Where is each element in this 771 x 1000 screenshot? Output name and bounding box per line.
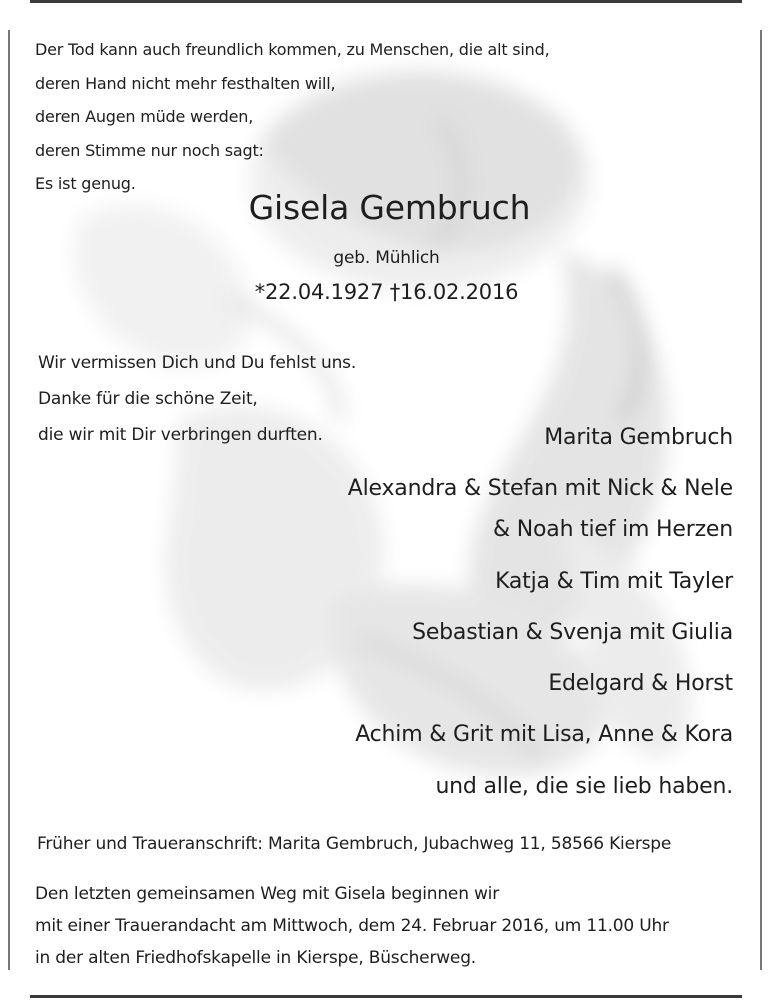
life-dates-row (0, 280, 771, 304)
poem-line: deren Hand nicht mehr festhalten will, (35, 73, 336, 93)
mourner-entry: Marita Gembruch (544, 425, 733, 450)
mourner-entry: Sebastian & Svenja mit Giulia (412, 619, 733, 645)
message-line: die wir mit Dir verbringen durften. (38, 425, 323, 445)
mourner-entry: Edelgard & Horst (548, 671, 733, 697)
mourner-entry: Katja & Tim mit Tayler (495, 568, 733, 594)
birth-name: geb. Mühlich (333, 248, 440, 268)
poem-line: deren Stimme nur noch sagt: (35, 140, 264, 160)
mourner-entry: Achim & Grit mit Lisa, Anne & Kora (355, 722, 733, 748)
mourning-address: Früher und Traueranschrift: Marita Gembruch, Jubachweg 11, 58566 Kierspe (37, 834, 672, 854)
bottom-border-rule (30, 995, 742, 998)
funeral-service-info (35, 878, 669, 974)
mourners-list (348, 420, 733, 820)
service-line: mit einer Trauerandacht am Mittwoch, dem 24. Februar 2016, um 11.00 Uhr (35, 916, 669, 936)
mourner-entry: Alexandra & Stefan mit Nick & Nele (347, 476, 733, 502)
message-line: Danke für die schöne Zeit, (38, 389, 258, 409)
service-line: in der alten Friedhofskapelle in Kierspe, Büscherweg. (35, 948, 476, 968)
poem-line: deren Augen müde werden, (35, 107, 254, 126)
poem-line: Der Tod kann auch freundlich kommen, zu Menschen, die alt sind, (35, 40, 550, 59)
top-border-rule (30, 0, 742, 3)
birth-name-row (0, 248, 771, 268)
farewell-message (38, 345, 356, 453)
left-border-line (8, 30, 10, 970)
mourner-entry: & Noah tief im Herzen (493, 517, 733, 543)
message-line: Wir vermissen Dich und Du fehlst uns. (38, 353, 357, 373)
poem-line: Es ist genug. (35, 174, 136, 193)
deceased-name: Gisela Gembruch (248, 188, 531, 227)
life-dates: *22.04.1927 †16.02.2016 (254, 280, 519, 304)
deceased-name-row (0, 188, 771, 227)
opening-poem (35, 33, 549, 201)
right-border-line (760, 30, 762, 970)
mourner-entry: und alle, die sie lieb haben. (435, 773, 733, 799)
service-line: Den letzten gemeinsamen Weg mit Gisela beginnen wir (35, 884, 499, 904)
